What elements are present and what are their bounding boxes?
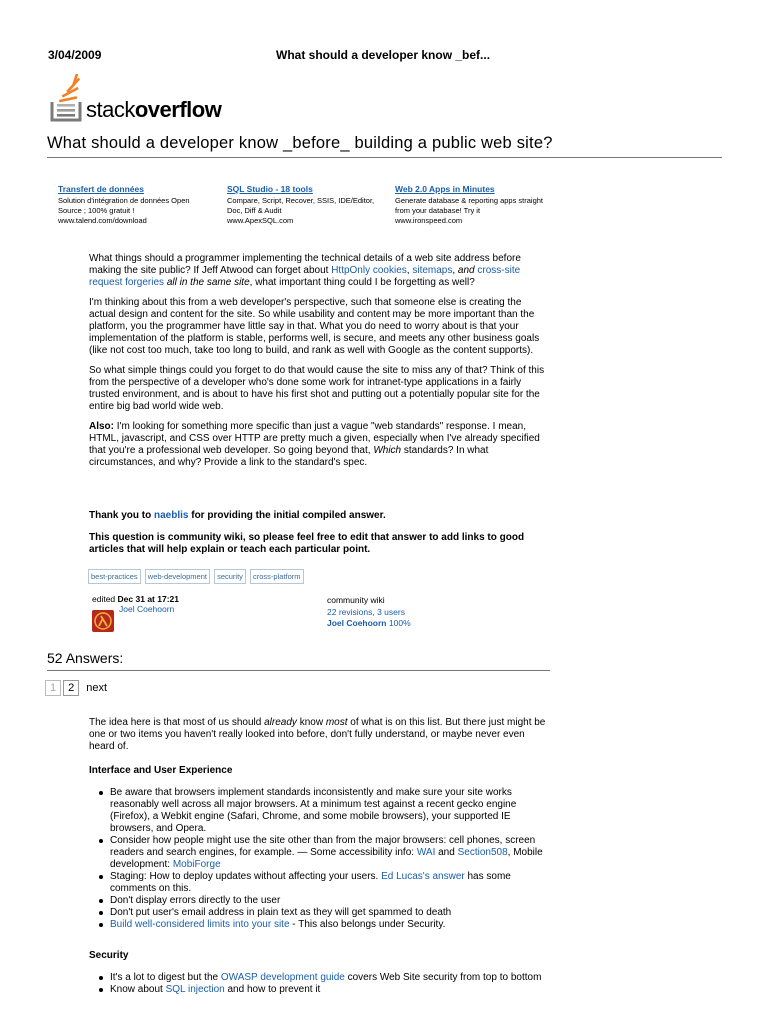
ad-item (395, 184, 555, 226)
list-item: Don't display errors directly to the user (89, 895, 547, 907)
ad-line: Compare, Script, Recover, SSIS, IDE/Editor, (227, 196, 375, 205)
question-body (89, 253, 547, 469)
print-date: 3/04/2009 (48, 48, 102, 62)
page-1-button[interactable]: 1 (45, 680, 61, 696)
print-page-title: What should a developer know _bef... (276, 48, 491, 62)
half-life-lambda-icon (92, 610, 114, 632)
answers-divider (47, 670, 550, 671)
page-2-button[interactable]: 2 (63, 680, 79, 696)
list-item: It's a lot to digest but the OWASP development guide covers Web Site security from top to bottom (89, 972, 547, 984)
ad-item (227, 184, 387, 226)
ad-line: Solution d'intégration de données Open (58, 196, 190, 205)
list-item: Don't put user's email address in plain text as they will get spammed to death (89, 907, 547, 919)
ownership-percent: 100% (388, 618, 411, 628)
revisions-link[interactable]: 22 revisions, 3 users (327, 606, 405, 617)
logo-wordmark: stackoverflow (86, 97, 222, 122)
title-divider (47, 157, 722, 158)
section-heading: Interface and User Experience (89, 765, 233, 776)
httponly-cookies-link[interactable]: HttpOnly cookies (331, 265, 407, 276)
section508-link[interactable]: Section508 (457, 847, 508, 858)
answer-intro: The idea here is that most of us should already know most of what is on this list. But there just might be one or two items you haven't really looked into before, don't fully understand, or maybe never even heard of. (89, 717, 546, 752)
edited-date: Dec 31 at 17:21 (117, 594, 179, 604)
owner-user-link[interactable]: Joel Coehoorn (327, 618, 387, 628)
tag-list (88, 569, 306, 584)
question-paragraph: Also: I'm looking for something more specific than just a vague "web standards" response. I mean, HTML, javascript, and CSS over HTTP are pretty much a given, especially when I've already specified that you're a professional web developer. So going beyond that, Which standards? In what circumstances, and why? Provide a link to the standard's spec. (89, 421, 540, 468)
ad-title-link[interactable]: Web 2.0 Apps in Minutes (395, 184, 495, 194)
community-wiki-info (327, 595, 411, 630)
naeblis-user-link[interactable]: naeblis (154, 510, 189, 521)
list-item: Staging: How to deploy updates without affecting your users. Ed Lucas's answer has some comments on this. (89, 871, 547, 895)
sql-injection-link[interactable]: SQL injection (165, 984, 225, 995)
thanks-note: Thank you to naeblis for providing the initial compiled answer. (89, 510, 386, 521)
ad-url: www.talend.com/download (58, 216, 147, 225)
ad-title-link[interactable]: SQL Studio - 18 tools (227, 184, 313, 194)
list-item: Know about SQL injection and how to prevent it (89, 984, 547, 996)
question-paragraph: So what simple things could you forget to do that would cause the site to miss any of that? Think of this from the perspective of a developer who's done some work for intranet-type applications in a fairly trusted environment, and is about to have his first shot and putting out a potentially popular site for the entire big bad world wide web. (89, 365, 545, 412)
answers-heading: 52 Answers: (47, 650, 124, 666)
question-title: What should a developer know _before_ building a public web site? (47, 134, 553, 152)
answer-list-ux (89, 787, 547, 931)
ad-url: www.ApexSQL.com (227, 216, 294, 225)
ad-line: Doc, Diff & Audit (227, 206, 282, 215)
list-item: Consider how people might use the site other than from the major browsers: cell phones, screen readers and search engines, for example. — Some accessibility info: WAI and Section508, Mobile development: MobiForge (89, 835, 547, 871)
wiki-owner (327, 618, 411, 630)
ad-line: Source ; 100% gratuit ! (58, 206, 135, 215)
sitemaps-link[interactable]: sitemaps (412, 265, 453, 276)
edited-info: edited Dec 31 at 17:21 (92, 594, 179, 604)
ed-lucas-answer-link[interactable]: Ed Lucas's answer (381, 871, 465, 882)
ad-line: from your database! Try it (395, 206, 481, 215)
wai-link[interactable]: WAI (416, 847, 436, 858)
community-wiki-note: This question is community wiki, so please feel free to edit that answer to add links to good articles that will help explain or teach each particular point. (89, 532, 525, 555)
stack-icon (50, 74, 84, 122)
print-header (48, 48, 720, 64)
ad-line: Generate database & reporting apps straight (395, 196, 544, 205)
tag-security[interactable]: security (214, 569, 246, 584)
pager (45, 680, 107, 696)
avatar[interactable] (92, 610, 114, 632)
ad-url: www.ironspeed.com (395, 216, 463, 225)
tag-cross-platform[interactable]: cross-platform (250, 569, 304, 584)
owasp-guide-link[interactable]: OWASP development guide (220, 972, 345, 983)
mobiforge-link[interactable]: MobiForge (172, 859, 221, 870)
wiki-label: community wiki (327, 595, 385, 605)
ad-item (58, 184, 218, 226)
editor-user-link[interactable]: Joel Coehoorn (119, 604, 175, 614)
list-item: Build well-considered limits into your site - This also belongs under Security. (89, 919, 547, 931)
section-heading: Security (89, 950, 129, 961)
question-paragraph: What things should a programmer implementing the technical details of a web site address before making the site public? If Jeff Atwood can forget about HttpOnly cookies, sitemaps, and cross-site request forgeries all in the same site, what important thing could I be forgetting as well? (89, 253, 521, 288)
limits-link[interactable]: Build well-considered limits into your site (110, 919, 290, 930)
answer-list-security (89, 972, 547, 996)
tag-best-practices[interactable]: best-practices (88, 569, 141, 584)
csrf-link[interactable]: cross-site request forgeries (89, 265, 521, 288)
stackoverflow-logo[interactable] (50, 74, 240, 122)
list-item: Be aware that browsers implement standards inconsistently and make sure your site works reasonably well across all major browsers. At a minimum test against a recent gecko engine (Firefox), a Webkit engine (Safari, Chrome, and some mobile browsers), your supported IE browsers, and Opera. (89, 787, 547, 835)
question-paragraph: I'm thinking about this from a web developer's perspective, such that someone else is creating the actual design and content for the site. So while usability and content may be more important than the platform, you the programmer have little say in that. What you do need to worry about is that your implementation of the platform is stable, performs well, is secure, and meets any other business goals (like not cost too much, take too long to build, and rank as well with Google as the content supports). (89, 297, 540, 356)
next-page-link[interactable]: next (86, 682, 108, 694)
tag-web-development[interactable]: web-development (145, 569, 210, 584)
ad-title-link[interactable]: Transfert de données (58, 184, 144, 194)
